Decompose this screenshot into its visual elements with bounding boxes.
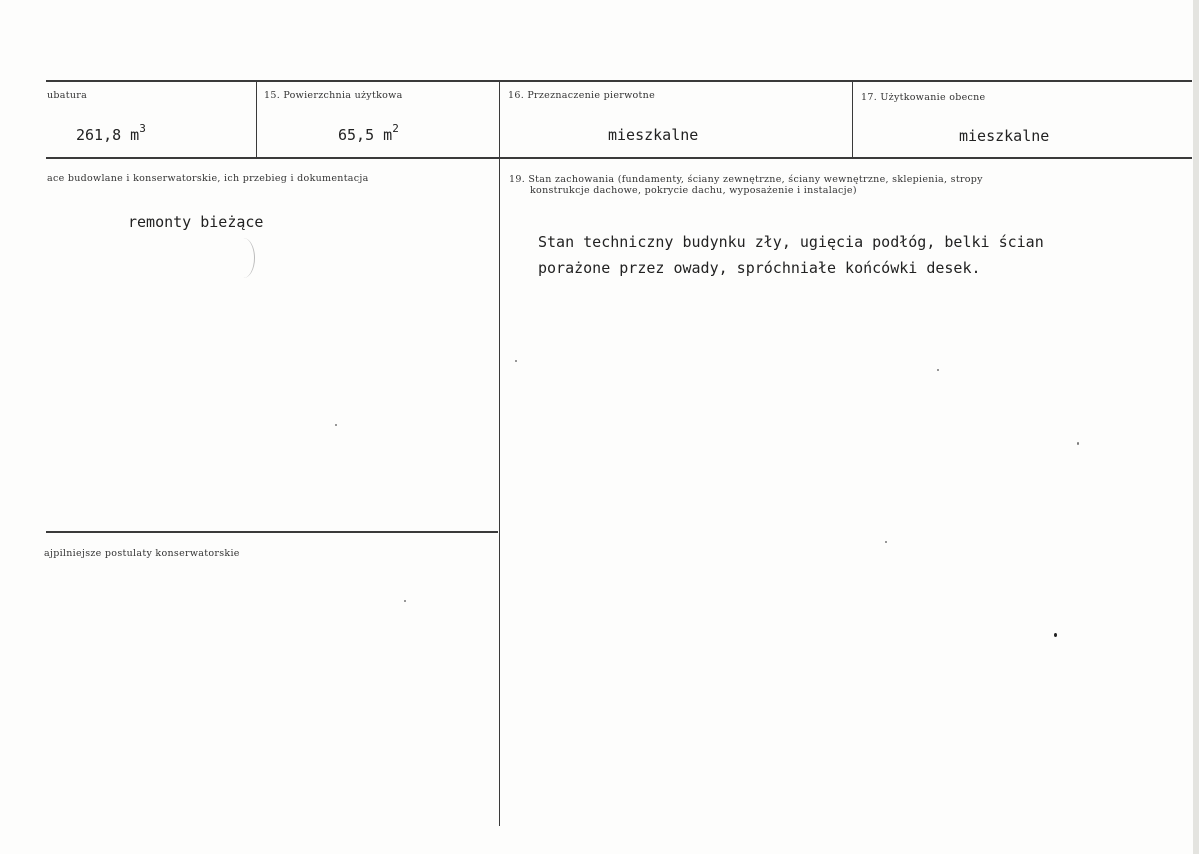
usable-area-number: 65,5 m (338, 126, 393, 144)
row1-bottom-rule (46, 157, 1192, 159)
original-purpose-value: mieszkalne (608, 126, 699, 144)
scan-speck (404, 600, 406, 602)
pencil-mark (232, 238, 255, 278)
usable-area-value (338, 124, 399, 144)
cubature-value (76, 124, 146, 144)
works-value: remonty bieżące (128, 213, 264, 231)
works-label: ace budowlane i konserwatorskie, ich przebieg i dokumentacja (47, 173, 369, 184)
cubature-unit-exponent: 3 (139, 122, 146, 135)
scan-speck (1054, 633, 1057, 637)
scan-speck (1077, 442, 1079, 445)
col1-divider (256, 81, 257, 157)
scan-speck (335, 424, 337, 426)
original-purpose-label: 16. Przeznaczenie pierwotne (508, 90, 656, 101)
scan-speck (515, 360, 517, 362)
col2-divider (499, 81, 500, 826)
usable-area-label: 15. Powierzchnia użytkowa (264, 90, 403, 101)
condition-text-line2: porażone przez owady, spróchniałe końcówki desek. (538, 259, 981, 277)
top-rule (46, 80, 1192, 82)
condition-text-line1: Stan techniczny budynku zły, ugięcia podłóg, belki ścian (538, 233, 1044, 251)
usable-area-unit-exponent: 2 (392, 122, 399, 135)
condition-label-line1: 19. Stan zachowania (fundamenty, ściany zewnętrzne, ściany wewnętrzne, sklepienia, stropy (509, 174, 983, 185)
scan-speck (937, 369, 939, 371)
left-column-divider-rule (46, 531, 498, 533)
cubature-label: ubatura (47, 90, 88, 101)
scan-edge (1193, 0, 1199, 854)
condition-label-line2: konstrukcje dachowe, pokrycie dachu, wyposażenie i instalacje) (530, 185, 857, 196)
postulates-label: ajpilniejsze postulaty konserwatorskie (44, 548, 240, 559)
col3-divider (852, 81, 853, 157)
scan-speck (885, 541, 887, 543)
cubature-number: 261,8 m (76, 126, 140, 144)
current-use-value: mieszkalne (959, 127, 1050, 145)
current-use-label: 17. Użytkowanie obecne (861, 92, 986, 103)
